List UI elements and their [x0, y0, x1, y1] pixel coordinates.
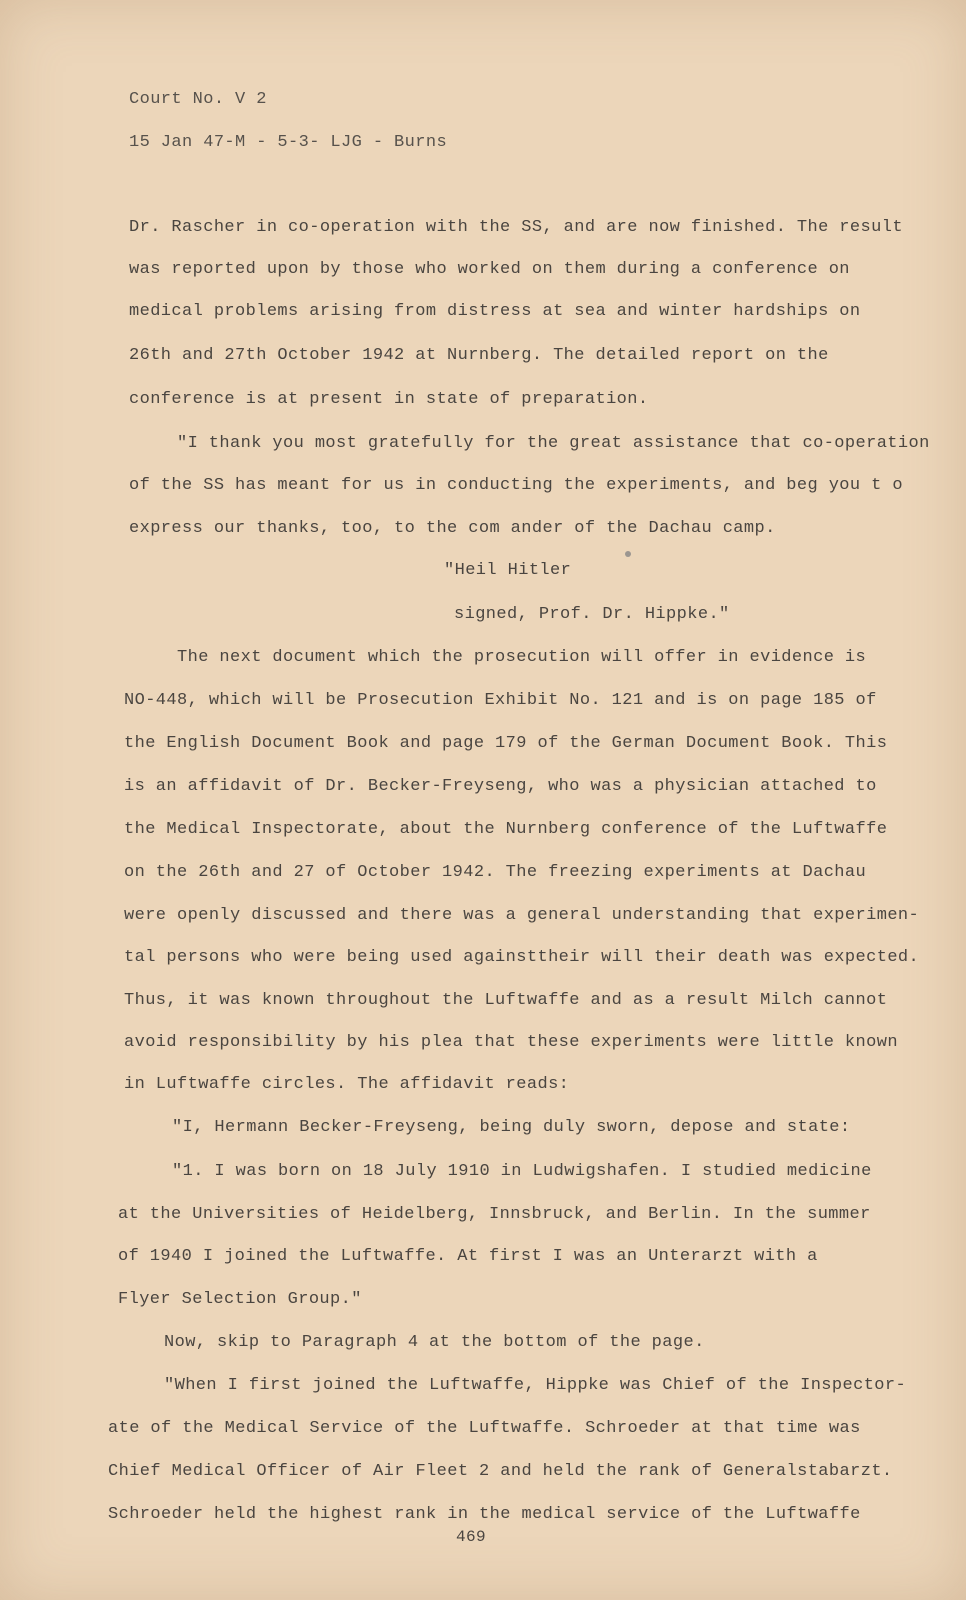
- text-line: at the Universities of Heidelberg, Innsbruck, and Berlin. In the summer: [118, 1205, 871, 1224]
- text-line: is an affidavit of Dr. Becker-Freyseng, who was a physician attached to: [124, 777, 877, 796]
- signature-line: signed, Prof. Dr. Hippke.": [454, 605, 730, 624]
- text-line: the English Document Book and page 179 of the German Document Book. This: [124, 734, 888, 753]
- text-line: avoid responsibility by his plea that these experiments were little known: [124, 1033, 898, 1052]
- session-info: 15 Jan 47-M - 5-3- LJG - Burns: [129, 133, 448, 152]
- ink-spot: [625, 551, 631, 557]
- text-line: "I, Hermann Becker-Freyseng, being duly sworn, depose and state:: [172, 1118, 851, 1137]
- text-line: "I thank you most gratefully for the great assistance that co-operation: [177, 434, 930, 453]
- text-line: Flyer Selection Group.": [118, 1290, 362, 1309]
- text-line: Dr. Rascher in co-operation with the SS, and are now finished. The result: [129, 218, 903, 237]
- text-line: NO-448, which will be Prosecution Exhibit No. 121 and is on page 185 of: [124, 691, 877, 710]
- text-line: in Luftwaffe circles. The affidavit reads:: [124, 1075, 570, 1094]
- page-number: 469: [456, 1528, 487, 1546]
- text-line: Chief Medical Officer of Air Fleet 2 and held the rank of Generalstabarzt.: [108, 1462, 893, 1481]
- court-number: Court No. V 2: [129, 90, 267, 109]
- text-line: on the 26th and 27 of October 1942. The freezing experiments at Dachau: [124, 863, 867, 882]
- text-line: medical problems arising from distress at sea and winter hardships on: [129, 302, 861, 321]
- text-line: were openly discussed and there was a general understanding that experimen-: [124, 906, 920, 925]
- text-line: Now, skip to Paragraph 4 at the bottom of the page.: [164, 1333, 705, 1352]
- text-line: tal persons who were being used againsttheir will their death was expected.: [124, 948, 920, 967]
- text-line: the Medical Inspectorate, about the Nurnberg conference of the Luftwaffe: [124, 820, 888, 839]
- text-line: of the SS has meant for us in conducting the experiments, and beg you t o: [129, 476, 903, 495]
- salutation: "Heil Hitler: [444, 561, 572, 580]
- text-line: "When I first joined the Luftwaffe, Hippke was Chief of the Inspector-: [164, 1376, 907, 1395]
- text-line: of 1940 I joined the Luftwaffe. At first I was an Unterarzt with a: [118, 1247, 818, 1266]
- text-line: ate of the Medical Service of the Luftwaffe. Schroeder at that time was: [108, 1419, 861, 1438]
- text-line: "1. I was born on 18 July 1910 in Ludwigshafen. I studied medicine: [172, 1162, 872, 1181]
- text-line: The next document which the prosecution will offer in evidence is: [177, 648, 867, 667]
- text-line: was reported upon by those who worked on them during a conference on: [129, 260, 850, 279]
- text-line: conference is at present in state of preparation.: [129, 390, 649, 409]
- text-line: express our thanks, too, to the com ander of the Dachau camp.: [129, 519, 776, 538]
- text-line: 26th and 27th October 1942 at Nurnberg. The detailed report on the: [129, 346, 829, 365]
- text-line: Schroeder held the highest rank in the medical service of the Luftwaffe: [108, 1505, 861, 1524]
- text-line: Thus, it was known throughout the Luftwaffe and as a result Milch cannot: [124, 991, 888, 1010]
